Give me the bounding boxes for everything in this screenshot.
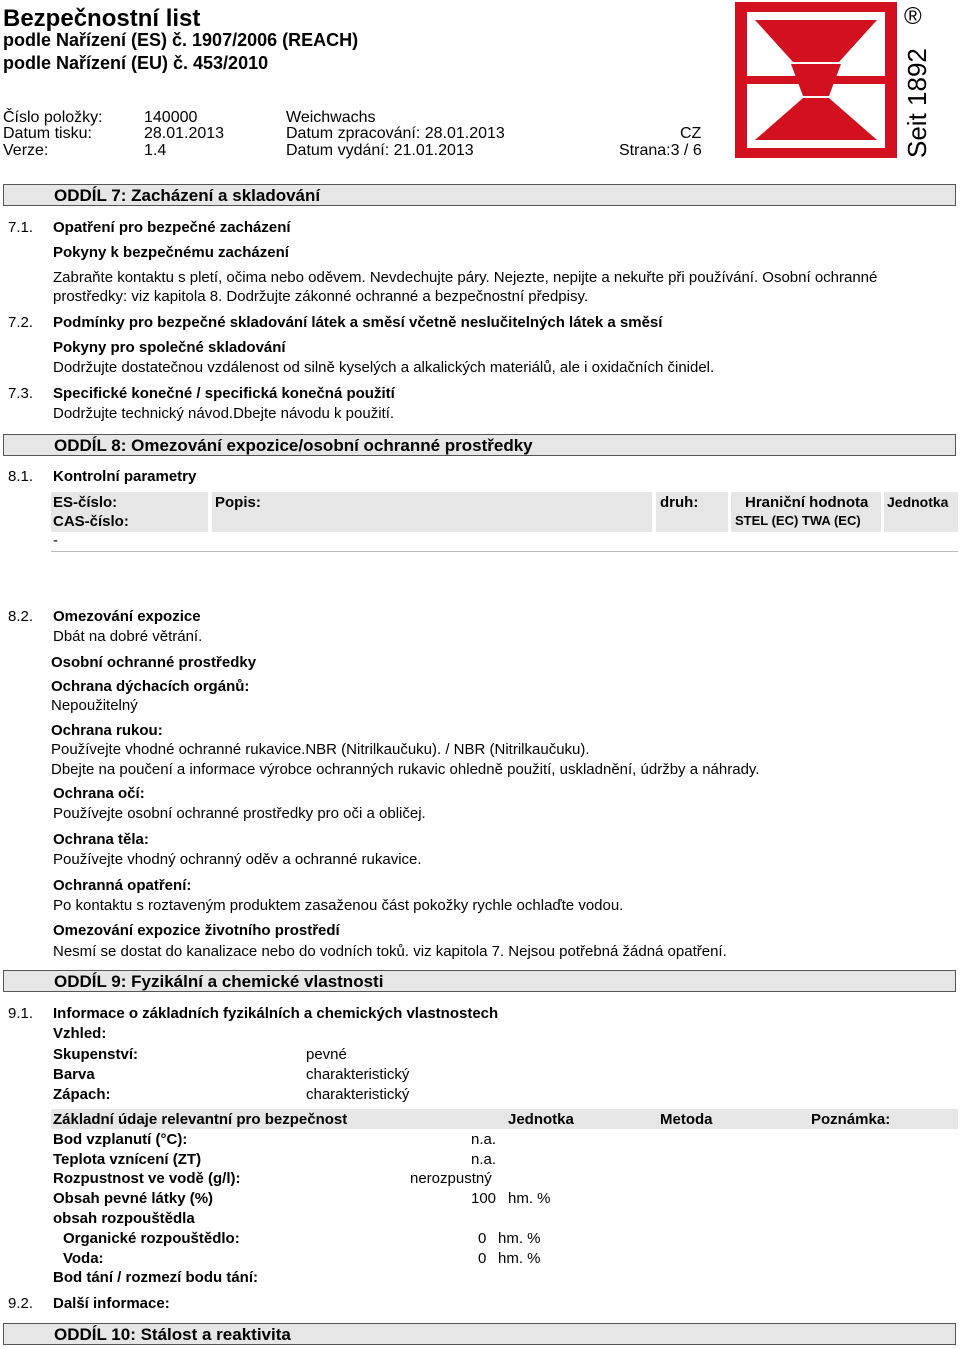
section-8-title: ODDÍL 8: Omezování expozice/osobní ochranné prostředky [54, 436, 533, 455]
regulation-line-2: podle Nařízení (EU) č. 453/2010 [3, 53, 269, 73]
version-value: 1.4 [144, 142, 167, 159]
issue-date: Datum vydání: 21.01.2013 [286, 142, 474, 159]
seit-text: Seit 1892 [902, 48, 932, 158]
paragraph-line: Nepoužitelný [51, 697, 138, 714]
property-value: n.a. [471, 1131, 497, 1148]
col-es-number: ES-číslo: [53, 494, 118, 511]
subheading: Pokyny k bezpečnému zacházení [53, 244, 289, 261]
subsection-title: Specifické konečné / specifická konečná použití [53, 385, 395, 402]
paragraph-line: Po kontaktu s roztaveným produktem zasaženou část pokožky rychle ochlaďte vodou. [53, 897, 624, 914]
property-value: 0 [478, 1230, 487, 1247]
property-unit: hm. % [498, 1250, 541, 1267]
paragraph-line: Nesmí se dostat do kanalizace nebo do vodních toků. viz kapitola 7. Nejsou potřebná žádná opatření. [53, 943, 727, 960]
section-9-title: ODDÍL 9: Fyzikální a chemické vlastnosti [54, 972, 384, 991]
registered-icon: ® [904, 3, 922, 30]
subheading: Osobní ochranné prostředky [51, 654, 257, 671]
property-label: obsah rozpouštědla [53, 1210, 195, 1227]
property-label: Bod tání / rozmezí bodu tání: [53, 1269, 258, 1286]
item-number-value: 140000 [144, 109, 198, 126]
col-note: Poznámka: [811, 1111, 891, 1128]
property-unit: hm. % [508, 1190, 551, 1207]
subheading: Ochrana očí: [53, 785, 145, 802]
property-value: 0 [478, 1250, 487, 1267]
property-unit: hm. % [498, 1230, 541, 1247]
col-limit-sub: STEL (EC) TWA (EC) [735, 513, 861, 528]
country-code: CZ [680, 125, 702, 142]
property-label: Organické rozpouštědlo: [63, 1230, 240, 1247]
subheading: Vzhled: [53, 1025, 107, 1042]
property-value: nerozpustný [410, 1170, 492, 1187]
paragraph-line: Dodržujte technický návod.Dbejte návodu k použití. [53, 405, 395, 422]
print-date-label: Datum tisku: [3, 125, 92, 142]
paragraph-line: Dbát na dobré větrání. [53, 628, 203, 645]
col-description: Popis: [215, 494, 261, 511]
property-label: Zápach: [53, 1086, 111, 1103]
property-label: Skupenství: [53, 1046, 139, 1063]
subsection-number: 7.3. [8, 385, 34, 402]
subsection-number: 8.2. [8, 608, 34, 625]
page-number: Strana:3 / 6 [619, 142, 702, 159]
col-safety-data: Základní údaje relevantní pro bezpečnost [53, 1111, 348, 1128]
subsection-title: Podmínky pro bezpečné skladování látek a směsí včetně neslučitelných látek a směsí [53, 314, 663, 331]
paragraph-line: Používejte osobní ochranné prostředky pro oči a obličej. [53, 805, 426, 822]
section-7-title: ODDÍL 7: Zacházení a skladování [54, 186, 321, 205]
subheading: Ochrana těla: [53, 831, 149, 848]
founding-badge [898, 0, 960, 160]
section-10-header [3, 1323, 956, 1345]
subsection-number: 7.1. [8, 219, 34, 236]
col-cas-number: CAS-číslo: [53, 513, 129, 530]
print-date-value: 28.01.2013 [144, 125, 225, 142]
paragraph-line: prostředky: viz kapitola 8. Dodržujte zákonné ochranné a bezpečnostní předpisy. [53, 288, 589, 305]
paragraph-line: Zabraňte kontaktu s pletí, očima nebo oděvem. Nevdechujte páry. Nejezte, nepijte a nekuřte při používání. Osobní ochranné [53, 269, 878, 286]
property-value: charakteristický [306, 1066, 410, 1083]
col-unit: Jednotka [887, 494, 949, 510]
table-cell: - [53, 532, 58, 549]
item-number-label: Číslo položky: [3, 109, 103, 126]
section-9-header [3, 970, 956, 992]
paragraph-line: Dbejte na poučení a informace výrobce ochranných rukavic ohledně použití, uskladnění, údržby a náhrady. [51, 761, 760, 778]
subsection-number: 8.1. [8, 468, 34, 485]
subsection-title: Opatření pro bezpečné zacházení [53, 219, 291, 236]
subheading: Ochrana dýchacích orgánů: [51, 678, 250, 695]
table-divider [51, 551, 958, 552]
document-title: Bezpečnostní list [3, 5, 201, 32]
property-value: pevné [306, 1046, 347, 1063]
subsection-title: Informace o základních fyzikálních a chemických vlastnostech [53, 1005, 499, 1022]
product-name: Weichwachs [286, 109, 376, 126]
col-method: Metoda [660, 1111, 713, 1128]
subheading: Ochrana rukou: [51, 722, 163, 739]
property-label: Rozpustnost ve vodě (g/l): [53, 1170, 241, 1187]
col-unit: Jednotka [508, 1111, 574, 1128]
section-7-header [3, 184, 956, 206]
section-8-header [3, 434, 956, 456]
col-limit: Hraniční hodnota [745, 494, 869, 511]
subsection-number: 7.2. [8, 314, 34, 331]
property-value: 100 [471, 1190, 497, 1207]
subsection-number: 9.2. [8, 1295, 34, 1312]
subheading: Omezování expozice životního prostředí [53, 922, 340, 939]
regulation-line-1: podle Nařízení (ES) č. 1907/2006 (REACH) [3, 30, 359, 50]
table-header-cell [212, 492, 652, 532]
subheading: Ochranná opatření: [53, 877, 192, 894]
subsection-number: 9.1. [8, 1005, 34, 1022]
col-type: druh: [660, 494, 699, 511]
property-value: n.a. [471, 1151, 497, 1168]
subheading: Pokyny pro společné skladování [53, 339, 286, 356]
property-label: Barva [53, 1066, 95, 1083]
subsection-title: Kontrolní parametry [53, 468, 197, 485]
paragraph-line: Používejte vhodné ochranné rukavice.NBR (Nitrilkaučuku). / NBR (Nitrilkaučuku). [51, 741, 590, 758]
subsection-title: Omezování expozice [53, 608, 201, 625]
section-10-title: ODDÍL 10: Stálost a reaktivita [54, 1325, 291, 1344]
property-label: Teplota vznícení (ZT) [53, 1151, 202, 1168]
company-logo [733, 0, 899, 160]
paragraph-line: Dodržujte dostatečnou vzdálenost od silně kyselých a alkalických materiálů, ale i oxidačních činidel. [53, 359, 715, 376]
property-label: Voda: [63, 1250, 104, 1267]
paragraph-line: Používejte vhodný ochranný oděv a ochranné rukavice. [53, 851, 422, 868]
subsection-title: Další informace: [53, 1295, 170, 1312]
property-label: Bod vzplanutí (°C): [53, 1131, 188, 1148]
revision-date: Datum zpracování: 28.01.2013 [286, 125, 505, 142]
property-value: charakteristický [306, 1086, 410, 1103]
property-label: Obsah pevné látky (%) [53, 1190, 214, 1207]
version-label: Verze: [3, 142, 49, 159]
